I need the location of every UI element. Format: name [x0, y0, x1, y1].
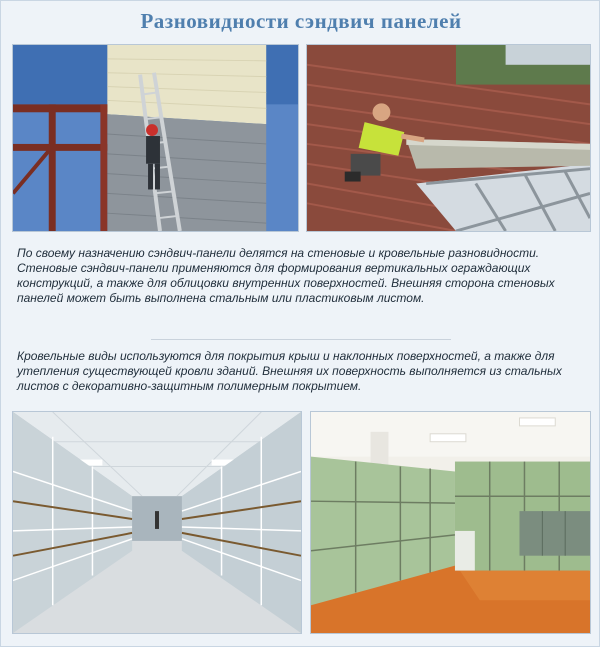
page-title: Разновидности сэндвич панелей	[140, 9, 462, 33]
wall-panel-installation-photo	[12, 44, 299, 232]
corridor-interior-photo	[12, 411, 302, 634]
paragraph-wall-panels: По своему назначению сэндвич-панели делятся на стеновые и кровельные разновидности. Стеновые сэндвич-панели применяются для формирования вертикальных ограждающих конструкций, а также для облицовки внутренних поверхностей. Внешняя сторона стеновых панелей может быть выполнена стальным или пластиковым листом.	[17, 246, 555, 305]
paragraph-roof-panels: Кровельные виды используются для покрытия крыш и наклонных поверхностей, а также для утепления существующей кровли зданий. Внешняя их поверхность выполняется из стальных листов с декоративно-защитным полимерным покрытием.	[17, 349, 562, 393]
paragraph-divider	[151, 339, 451, 340]
green-panel-room-photo	[310, 411, 591, 634]
roof-panel-installation-photo	[306, 44, 591, 232]
